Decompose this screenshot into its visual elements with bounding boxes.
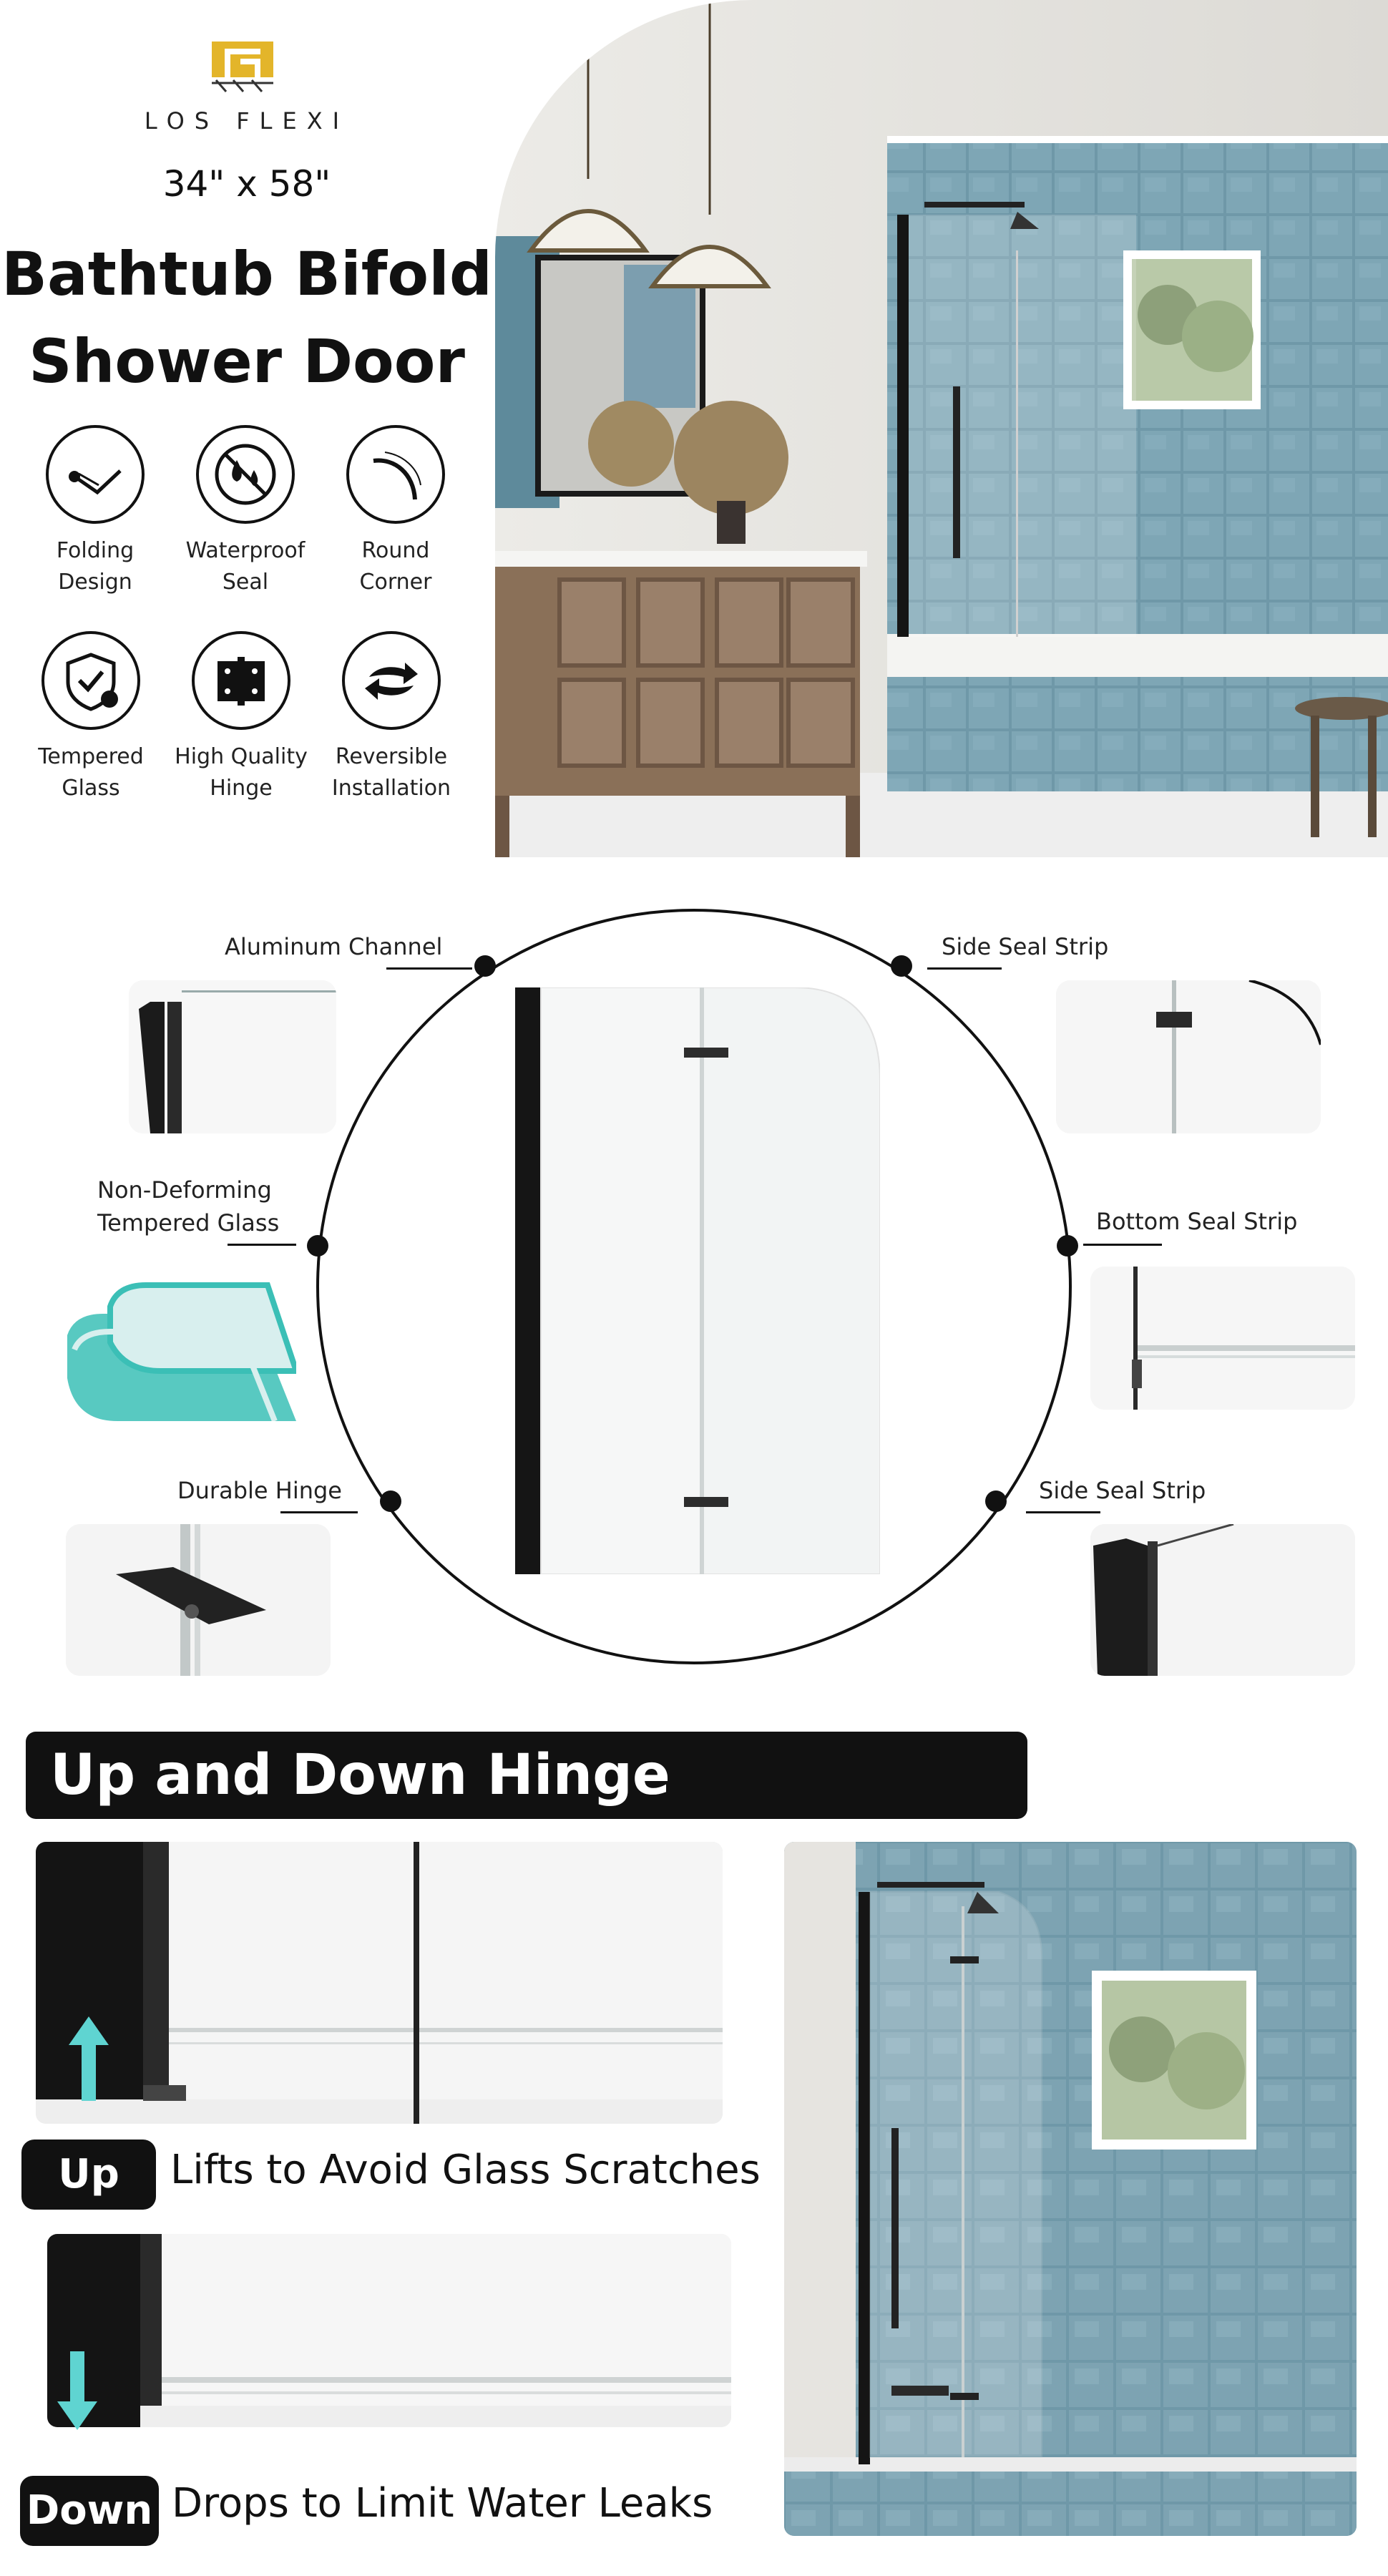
brand-name: LOS FLEXI: [144, 107, 350, 135]
thumb-side-seal-strip-bottom: [1090, 1524, 1355, 1676]
callout-bottom-seal-strip: Bottom Seal Strip: [1096, 1208, 1298, 1235]
thumb-durable-hinge: [66, 1524, 331, 1676]
callout-underline: [228, 1244, 296, 1246]
feature-round-corner: [321, 425, 471, 598]
up-badge: Up: [21, 2140, 156, 2210]
mechanism-heading: Up and Down Hinge: [26, 1732, 1027, 1819]
callout-dot-durable-hinge: [380, 1491, 401, 1512]
callout-underline: [1026, 1511, 1100, 1513]
reversible-icon: [342, 631, 441, 730]
callout-durable-hinge: Durable Hinge: [177, 1477, 342, 1504]
thumb-aluminum-channel: [129, 980, 336, 1133]
callout-dot-side-seal-bottom: [985, 1491, 1007, 1512]
feature-label: High Quality Hinge: [175, 744, 308, 801]
waterproof-icon: [196, 425, 295, 524]
callout-dot-side-seal-top: [891, 955, 912, 977]
feature-high-quality-hinge: [166, 631, 316, 804]
feature-waterproof-seal: [170, 425, 321, 598]
callout-non-deforming-glass-line2: Tempered Glass: [97, 1209, 280, 1236]
hinge-up-image: [36, 1842, 723, 2124]
product-title-line2: Shower Door: [29, 326, 465, 396]
down-badge: Down: [20, 2476, 159, 2546]
down-arrow-icon: [57, 2351, 97, 2430]
up-arrow-icon: [69, 2016, 109, 2101]
folding-icon: [46, 425, 145, 524]
thumb-tempered-glass: [60, 1264, 296, 1421]
callout-side-seal-strip-top: Side Seal Strip: [942, 933, 1109, 960]
feature-folding-design: [20, 425, 170, 598]
product-size: 34" x 58": [162, 163, 331, 205]
feature-label: Reversible Installation: [331, 744, 451, 801]
bifold-door-illustration: [515, 987, 880, 1574]
callout-aluminum-channel: Aluminum Channel: [225, 933, 443, 960]
callout-dot-bottom-seal: [1057, 1235, 1078, 1257]
callout-side-seal-strip-bottom: Side Seal Strip: [1039, 1477, 1206, 1504]
hinge-icon: [192, 631, 290, 730]
feature-label: Tempered Glass: [38, 744, 144, 801]
callout-dot-tempered-glass: [307, 1235, 328, 1257]
callout-underline: [386, 967, 472, 970]
tempered-glass-icon: [41, 631, 140, 730]
feature-label: Round Corner: [359, 538, 432, 595]
brand-logo: [212, 42, 273, 93]
hinge-down-image: [47, 2234, 731, 2427]
down-description: Drops to Limit Water Leaks: [172, 2480, 713, 2527]
round-corner-icon: [346, 425, 445, 524]
callout-non-deforming-glass: [97, 1174, 279, 1239]
product-title: [0, 230, 494, 405]
installed-door-photo: [784, 1842, 1357, 2536]
feature-tempered-glass: [16, 631, 166, 804]
feature-reversible-installation: [316, 631, 466, 804]
callout-underline: [927, 967, 1002, 970]
callout-dot-aluminum-channel: [474, 955, 496, 977]
hero-bathroom-image: [495, 0, 1388, 857]
feature-label: Waterproof Seal: [185, 538, 306, 595]
thumb-side-seal-strip-top: [1056, 980, 1321, 1133]
thumb-bottom-seal-strip: [1090, 1267, 1355, 1410]
product-title-line1: Bathtub Bifold: [1, 239, 492, 309]
up-description: Lifts to Avoid Glass Scratches: [170, 2147, 761, 2193]
callout-underline: [280, 1511, 358, 1513]
callout-non-deforming-glass-line1: Non-Deforming: [97, 1176, 272, 1204]
callout-underline: [1083, 1244, 1162, 1246]
feature-label: Folding Design: [56, 538, 135, 595]
